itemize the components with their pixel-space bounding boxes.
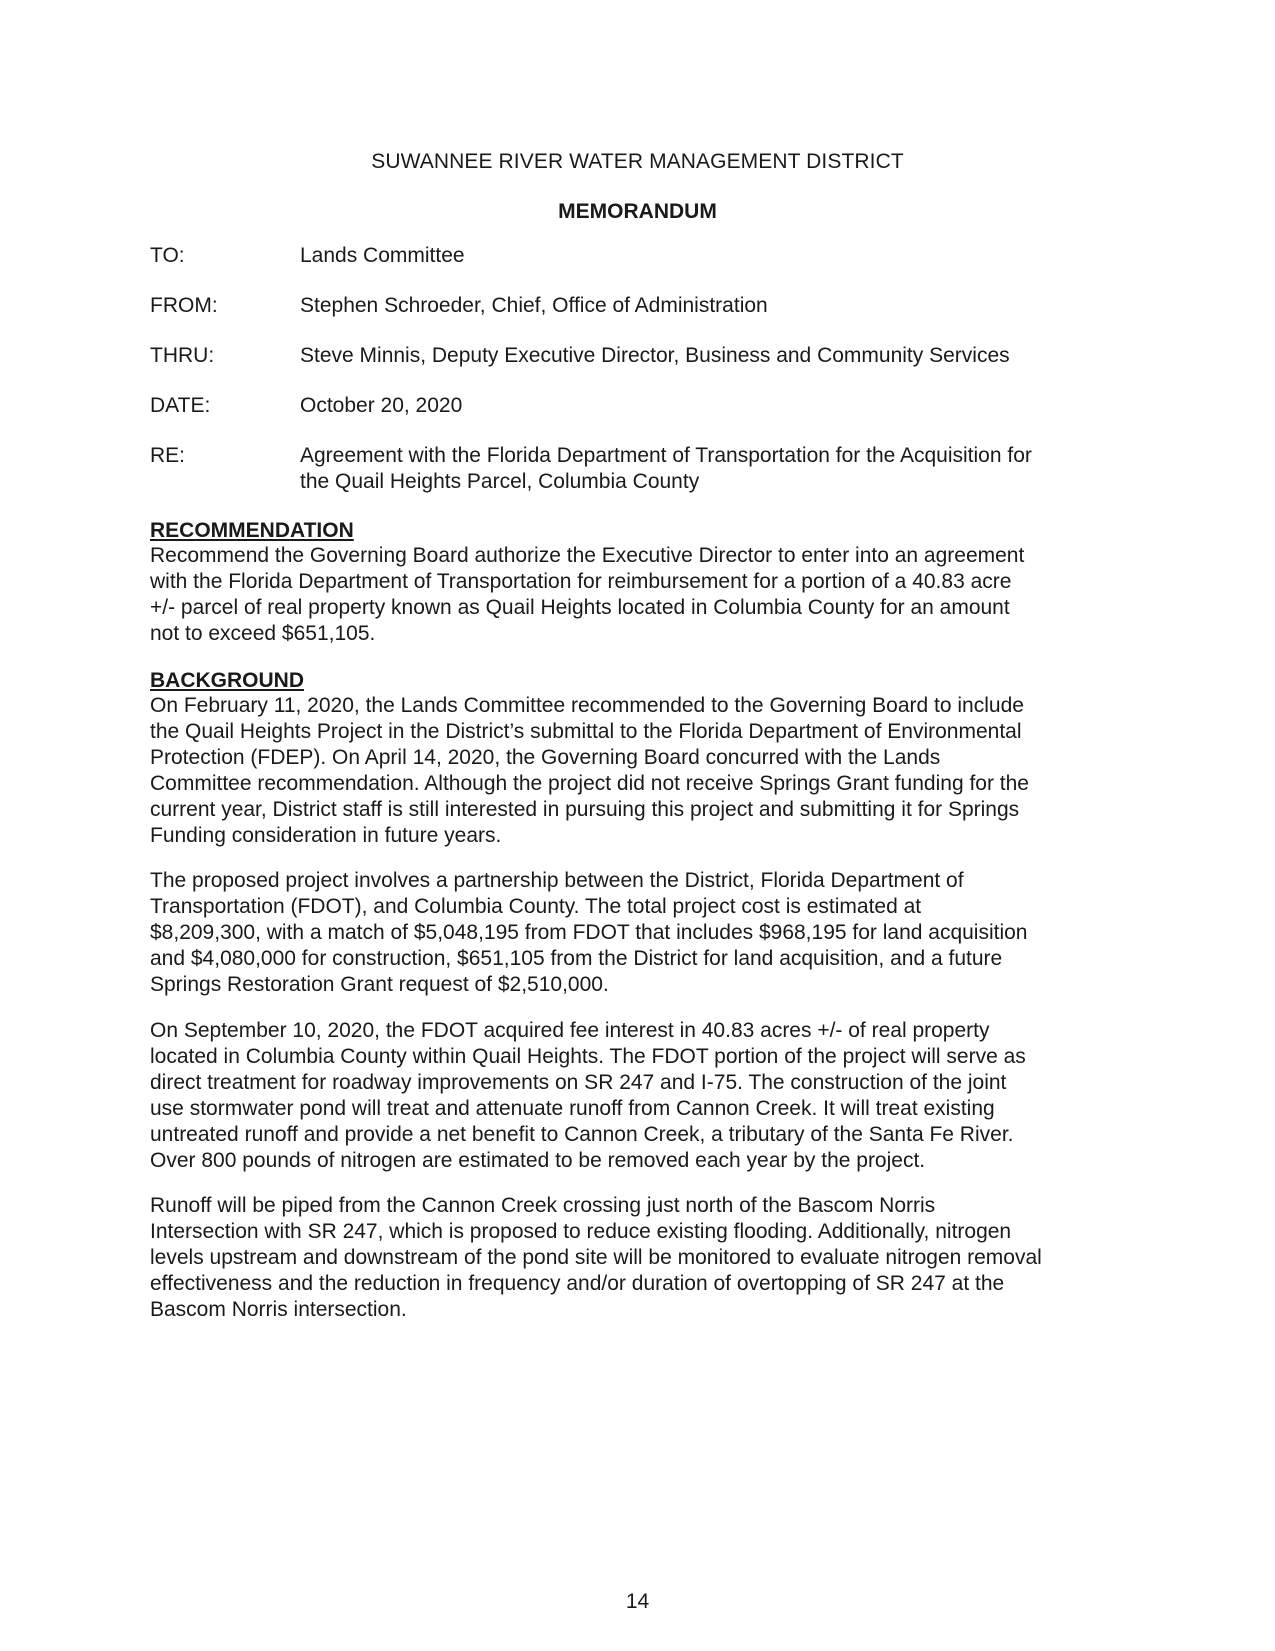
- background-paragraph-4: [150, 1193, 1140, 1323]
- paragraph-line: +/- parcel of real property known as Quail Heights located in Columbia County for an amount: [150, 596, 1010, 619]
- paragraph-line: untreated runoff and provide a net benefit to Cannon Creek, a tributary of the Santa Fe River.: [150, 1123, 1014, 1146]
- paragraph-line: not to exceed $651,105.: [150, 622, 376, 645]
- paragraph-line: $8,209,300, with a match of $5,048,195 from FDOT that includes $968,195 for land acquisition: [150, 921, 1028, 944]
- paragraph-line: Runoff will be piped from the Cannon Creek crossing just north of the Bascom Norris: [150, 1194, 936, 1217]
- paragraph-line: Recommend the Governing Board authorize the Executive Director to enter into an agreement: [150, 544, 1025, 567]
- paragraph-line: Springs Restoration Grant request of $2,510,000.: [150, 973, 609, 996]
- from-value: Stephen Schroeder, Chief, Office of Administration: [300, 294, 768, 317]
- document-type: MEMORANDUM: [558, 200, 717, 223]
- to-label: TO:: [150, 244, 185, 267]
- background-paragraph-2: [150, 868, 1140, 998]
- paragraph-line: and $4,080,000 for construction, $651,105 from the District for land acquisition, and a future: [150, 947, 1003, 970]
- re-value-line: Agreement with the Florida Department of Transportation for the Acquisition for: [300, 444, 1032, 467]
- thru-label: THRU:: [150, 344, 215, 367]
- paragraph-line: Committee recommendation. Although the project did not receive Springs Grant funding for the: [150, 772, 1029, 795]
- to-value: Lands Committee: [300, 244, 465, 267]
- paragraph-line: Transportation (FDOT), and Columbia County. The total project cost is estimated at: [150, 895, 922, 918]
- background-paragraph-1: [150, 693, 1140, 849]
- paragraph-line: levels upstream and downstream of the pond site will be monitored to evaluate nitrogen removal: [150, 1246, 1042, 1269]
- paragraph-line: Over 800 pounds of nitrogen are estimated to be removed each year by the project.: [150, 1149, 926, 1172]
- paragraph-line: Funding consideration in future years.: [150, 824, 502, 847]
- background-heading: BACKGROUND: [150, 669, 304, 692]
- paragraph-line: with the Florida Department of Transportation for reimbursement for a portion of a 40.83 acre: [150, 570, 1012, 593]
- from-label: FROM:: [150, 294, 218, 317]
- paragraph-line: On February 11, 2020, the Lands Committee recommended to the Governing Board to include: [150, 694, 1024, 717]
- recommendation-paragraph: [150, 543, 1140, 647]
- paragraph-line: The proposed project involves a partnership between the District, Florida Department of: [150, 869, 964, 892]
- date-value: October 20, 2020: [300, 394, 463, 417]
- paragraph-line: Protection (FDEP). On April 14, 2020, the Governing Board concurred with the Lands: [150, 746, 941, 769]
- date-label: DATE:: [150, 394, 211, 417]
- re-value-line: the Quail Heights Parcel, Columbia County: [300, 470, 700, 493]
- thru-value: Steve Minnis, Deputy Executive Director, Business and Community Services: [300, 344, 1010, 367]
- paragraph-line: direct treatment for roadway improvements on SR 247 and I-75. The construction of the joint: [150, 1071, 1007, 1094]
- paragraph-line: current year, District staff is still interested in pursuing this project and submitting it for Springs: [150, 798, 1020, 821]
- paragraph-line: effectiveness and the reduction in frequency and/or duration of overtopping of SR 247 at the: [150, 1272, 1005, 1295]
- re-label: RE:: [150, 444, 186, 467]
- paragraph-line: use stormwater pond will treat and attenuate runoff from Cannon Creek. It will treat existing: [150, 1097, 995, 1120]
- page-number: 14: [625, 1590, 650, 1613]
- organization-name: SUWANNEE RIVER WATER MANAGEMENT DISTRICT: [371, 150, 904, 173]
- re-value: [300, 443, 1130, 495]
- paragraph-line: Intersection with SR 247, which is proposed to reduce existing flooding. Additionally, nitrogen: [150, 1220, 1012, 1243]
- background-paragraph-3: [150, 1018, 1140, 1174]
- paragraph-line: On September 10, 2020, the FDOT acquired fee interest in 40.83 acres +/- of real property: [150, 1019, 990, 1042]
- paragraph-line: located in Columbia County within Quail Heights. The FDOT portion of the project will serve as: [150, 1045, 1026, 1068]
- paragraph-line: Bascom Norris intersection.: [150, 1298, 407, 1321]
- recommendation-heading: RECOMMENDATION: [150, 519, 354, 542]
- paragraph-line: the Quail Heights Project in the District’s submittal to the Florida Department of Environmental: [150, 720, 1022, 743]
